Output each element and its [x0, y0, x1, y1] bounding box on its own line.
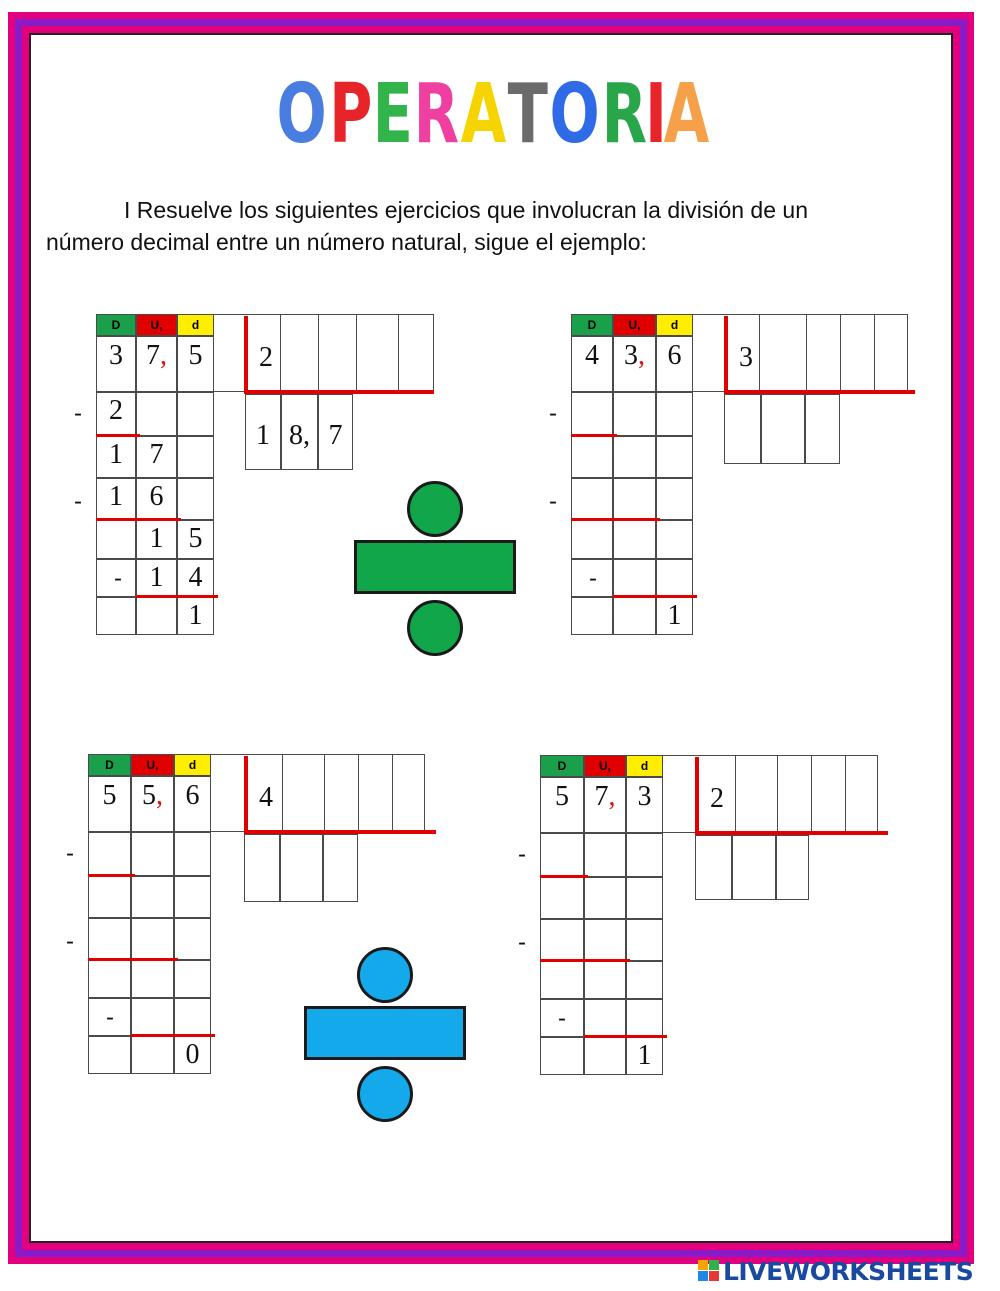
- dividend-digit: 7,: [146, 340, 167, 371]
- dividend-digit: 4: [585, 340, 599, 371]
- step-cell[interactable]: [584, 1037, 626, 1075]
- step-cell[interactable]: [584, 961, 626, 999]
- dividend-digit: 6: [185, 780, 200, 811]
- division-bracket-vertical: [244, 756, 248, 834]
- step-digit: 6: [149, 481, 164, 512]
- divisor-digit: 2: [259, 342, 273, 373]
- dividend-digit: 3: [637, 781, 652, 812]
- liveworksheets-brand: [698, 1256, 973, 1286]
- subtraction-line: [613, 595, 697, 598]
- worksheet-title: [262, 62, 712, 167]
- step-cell[interactable]: [656, 478, 693, 520]
- step-cell[interactable]: [540, 1037, 584, 1075]
- instructions-line-2: número decimal entre un número natural, sigue el ejemplo:: [46, 229, 647, 255]
- minus-sign: -: [518, 841, 526, 868]
- divisor-digit: 3: [739, 342, 753, 373]
- step-cell[interactable]: [571, 520, 613, 559]
- step-cell[interactable]: [584, 919, 626, 961]
- step-digit: 1: [149, 562, 164, 593]
- title-letter: R: [413, 67, 448, 162]
- column-header-U: U,: [584, 755, 626, 777]
- column-header-D: D: [571, 314, 613, 336]
- step-cell[interactable]: [177, 436, 214, 478]
- minus-sign: -: [518, 929, 526, 956]
- title-letter: E: [372, 67, 402, 162]
- minus-sign: -: [66, 928, 74, 955]
- dividend-digit: 5: [102, 780, 117, 811]
- title-letter: P: [329, 67, 362, 162]
- step-cell[interactable]: [174, 960, 211, 998]
- column-header-d: d: [174, 754, 211, 776]
- divisor-digit: 4: [259, 782, 273, 813]
- step-cell[interactable]: [540, 833, 584, 877]
- step-cell[interactable]: [656, 520, 693, 559]
- grid-line: [845, 755, 846, 833]
- division-symbol-bar: [354, 540, 516, 594]
- step-cell[interactable]: [131, 918, 174, 960]
- minus-sign: -: [558, 1005, 566, 1032]
- minus-sign: -: [589, 565, 597, 592]
- divisor-digit: 2: [710, 783, 724, 814]
- step-cell[interactable]: [174, 832, 211, 876]
- grid-line: [811, 755, 812, 833]
- dividend-digit: 5: [555, 781, 569, 812]
- title-letter: O: [549, 67, 588, 162]
- step-cell[interactable]: [584, 833, 626, 877]
- dividend-digit: 5,: [142, 780, 163, 811]
- step-cell[interactable]: [656, 392, 693, 436]
- step-digit: 4: [188, 562, 203, 593]
- quotient-cell[interactable]: [732, 835, 776, 900]
- instructions: [46, 194, 926, 258]
- division-bracket-vertical: [695, 757, 699, 837]
- minus-sign: -: [74, 488, 82, 515]
- subtraction-line: [96, 518, 181, 521]
- step-cell[interactable]: [613, 478, 656, 520]
- step-cell[interactable]: [174, 918, 211, 960]
- step-digit: 0: [185, 1039, 200, 1070]
- division-bracket-vertical: [724, 316, 728, 396]
- grid-line: [324, 754, 325, 832]
- division-symbol-bottom-dot: [357, 1066, 413, 1122]
- title-letter: A: [461, 67, 496, 162]
- column-header-D: D: [88, 754, 131, 776]
- step-digit: 1: [637, 1040, 652, 1071]
- step-cell[interactable]: [131, 1036, 174, 1074]
- instructions-line-1: I Resuelve los siguientes ejercicios que involucran la división de un: [124, 197, 808, 223]
- column-header-U: U,: [136, 314, 177, 336]
- quotient-cell[interactable]: [724, 394, 761, 464]
- subtraction-line: [136, 595, 218, 598]
- column-header-U: U,: [131, 754, 174, 776]
- step-cell[interactable]: [88, 918, 131, 960]
- step-cell[interactable]: [177, 392, 214, 436]
- brand-text: LIVEWORKSHEETS: [723, 1256, 974, 1286]
- quotient-cell[interactable]: [244, 834, 280, 902]
- grid-line: [392, 754, 393, 832]
- quotient-digit: 1: [256, 420, 270, 451]
- step-digit: 1: [149, 523, 164, 554]
- grid-line: [398, 314, 399, 392]
- step-cell[interactable]: [88, 876, 131, 918]
- subtraction-line: [540, 875, 588, 878]
- step-cell[interactable]: [88, 832, 131, 876]
- step-digit: 1: [667, 600, 682, 631]
- grid-line: [840, 314, 841, 392]
- dividend-digit: 7,: [594, 781, 616, 812]
- step-cell[interactable]: [571, 597, 613, 635]
- step-cell[interactable]: [540, 961, 584, 999]
- division-symbol-top-dot: [407, 481, 463, 537]
- step-cell[interactable]: [626, 919, 663, 961]
- quotient-digit: 7: [328, 420, 343, 451]
- step-cell[interactable]: [571, 436, 613, 478]
- step-cell[interactable]: [626, 833, 663, 877]
- step-cell[interactable]: [626, 877, 663, 919]
- column-header-d: d: [626, 755, 663, 777]
- step-cell[interactable]: [88, 1036, 131, 1074]
- column-header-d: d: [656, 314, 693, 336]
- grid-line: [874, 314, 875, 392]
- step-cell[interactable]: [656, 436, 693, 478]
- quotient-cell[interactable]: [761, 394, 805, 464]
- step-cell[interactable]: [571, 478, 613, 520]
- dividend-digit: 6: [667, 340, 682, 371]
- subtraction-line: [96, 434, 140, 437]
- step-cell[interactable]: [613, 559, 656, 597]
- step-cell[interactable]: [131, 998, 174, 1036]
- title-letter: O: [276, 67, 316, 162]
- grid-line: [356, 314, 357, 392]
- quotient-cell[interactable]: [280, 834, 323, 902]
- subtraction-line: [88, 874, 135, 877]
- step-cell[interactable]: [174, 876, 211, 918]
- minus-sign: -: [66, 840, 74, 867]
- minus-sign: -: [106, 1004, 114, 1031]
- minus-sign: -: [549, 400, 557, 427]
- grid-line: [806, 314, 807, 392]
- subtraction-line: [584, 1035, 667, 1038]
- step-cell[interactable]: [626, 961, 663, 999]
- subtraction-line: [571, 434, 617, 437]
- dividend-digit: 5: [188, 340, 203, 371]
- minus-sign: -: [549, 488, 557, 515]
- grid-line: [318, 314, 319, 392]
- step-cell[interactable]: [131, 960, 174, 998]
- title-letter: I: [644, 67, 656, 162]
- step-cell[interactable]: [88, 960, 131, 998]
- step-cell[interactable]: [131, 876, 174, 918]
- title-letter: T: [507, 67, 537, 162]
- step-cell[interactable]: [584, 999, 626, 1037]
- division-symbol-bar: [304, 1006, 466, 1060]
- step-cell[interactable]: [613, 436, 656, 478]
- step-cell[interactable]: [136, 392, 177, 436]
- step-digit: 5: [188, 523, 203, 554]
- column-header-d: d: [177, 314, 214, 336]
- step-digit: 1: [188, 600, 203, 631]
- quotient-cell[interactable]: [323, 834, 358, 902]
- division-bracket-vertical: [244, 316, 248, 394]
- column-header-U: U,: [613, 314, 656, 336]
- title-letter: A: [663, 67, 698, 162]
- subtraction-line: [540, 959, 630, 962]
- step-cell[interactable]: [96, 520, 136, 559]
- step-cell[interactable]: [656, 559, 693, 597]
- dividend-digit: 3: [109, 340, 123, 371]
- step-cell[interactable]: [136, 597, 177, 635]
- column-header-D: D: [540, 755, 584, 777]
- step-cell[interactable]: [540, 877, 584, 919]
- title-letter: R: [602, 67, 637, 162]
- minus-sign: -: [74, 400, 82, 427]
- division-symbol-bottom-dot: [407, 600, 463, 656]
- step-cell[interactable]: [571, 392, 613, 436]
- subtraction-line: [131, 1034, 215, 1037]
- step-cell[interactable]: [96, 597, 136, 635]
- minus-sign: -: [114, 565, 122, 592]
- liveworksheets-logo-icon: [698, 1260, 720, 1282]
- step-cell[interactable]: [626, 999, 663, 1037]
- quotient-cell[interactable]: [776, 835, 809, 900]
- step-digit: 7: [149, 439, 164, 470]
- step-cell[interactable]: [540, 919, 584, 961]
- step-cell[interactable]: [174, 998, 211, 1036]
- step-digit: 1: [109, 439, 123, 470]
- subtraction-line: [571, 518, 660, 521]
- step-cell[interactable]: [584, 877, 626, 919]
- step-cell[interactable]: [613, 392, 656, 436]
- step-digit: 1: [109, 481, 123, 512]
- grid-line: [777, 755, 778, 833]
- quotient-cell[interactable]: [695, 835, 732, 900]
- step-cell[interactable]: [177, 478, 214, 520]
- dividend-digit: 3,: [624, 340, 645, 371]
- subtraction-line: [88, 958, 178, 961]
- step-cell[interactable]: [613, 520, 656, 559]
- step-digit: 2: [109, 395, 123, 426]
- quotient-cell[interactable]: [805, 394, 840, 464]
- division-symbol-top-dot: [357, 947, 413, 1003]
- grid-line: [358, 754, 359, 832]
- step-cell[interactable]: [131, 832, 174, 876]
- step-cell[interactable]: [613, 597, 656, 635]
- quotient-digit: 8,: [289, 420, 310, 451]
- column-header-D: D: [96, 314, 136, 336]
